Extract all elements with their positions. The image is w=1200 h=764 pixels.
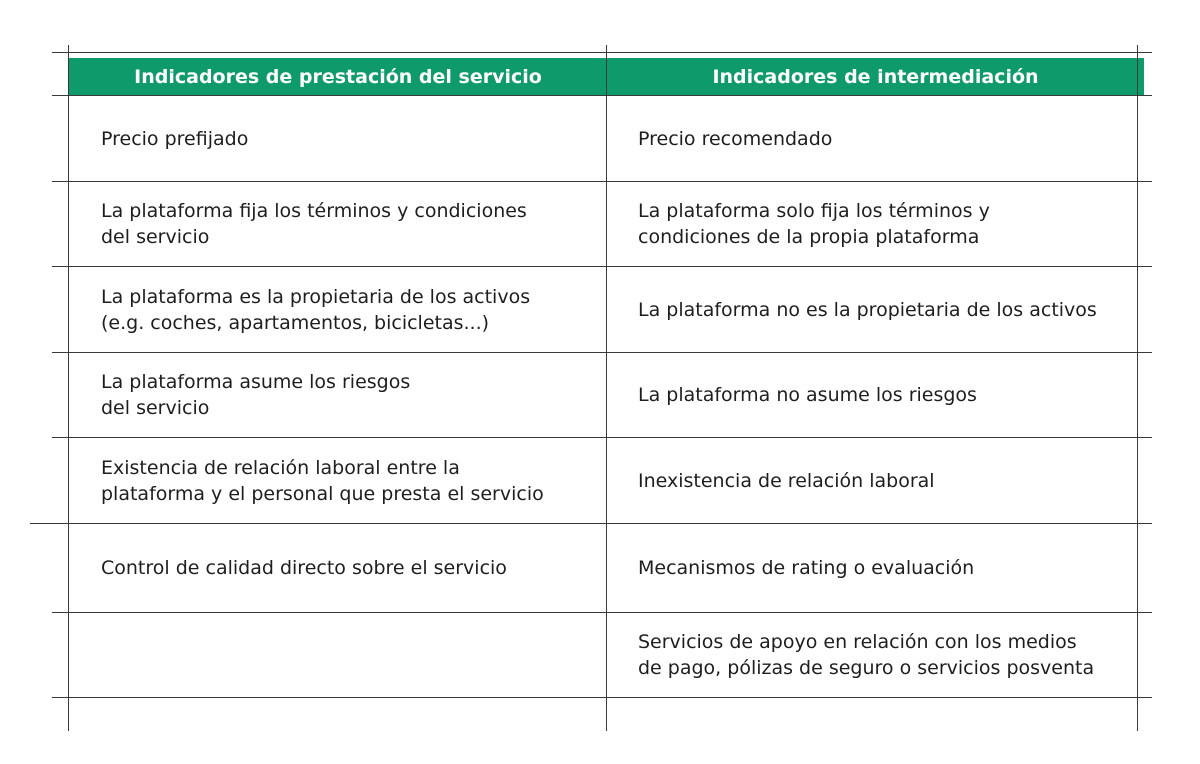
cell-text: Servicios de apoyo en relación con los medios de pago, pólizas de seguro o servicios posventa xyxy=(638,631,1095,679)
table-rule-row-7 xyxy=(52,697,1152,698)
table-cell xyxy=(101,524,601,612)
table-cell xyxy=(101,613,601,697)
cell-text: La plataforma fija los términos y condiciones del servicio xyxy=(101,200,527,248)
table-cell xyxy=(101,96,601,181)
cell-text: La plataforma asume los riesgos del servicio xyxy=(101,371,411,419)
cell-text: La plataforma no asume los riesgos xyxy=(638,384,977,406)
cell-text: Existencia de relación laboral entre la plataforma y el personal que presta el servicio xyxy=(101,456,544,505)
table-cell xyxy=(638,96,1133,181)
header-service-provision: Indicadores de prestación del servicio xyxy=(134,66,542,88)
cell-text: La plataforma no es la propietaria de los activos xyxy=(638,298,1097,321)
cell-text: Inexistencia de relación laboral xyxy=(638,469,935,492)
table-cell xyxy=(638,438,1133,523)
cell-text: La plataforma solo fija los términos y condiciones de la propia plataforma xyxy=(638,200,990,248)
table-cell xyxy=(101,267,601,352)
cell-text: Precio prefijado xyxy=(101,127,249,150)
table-cell xyxy=(638,353,1133,437)
table-cell xyxy=(638,267,1133,352)
cell-text: Precio recomendado xyxy=(638,127,833,150)
table-cell xyxy=(101,438,601,523)
table-cell xyxy=(638,613,1133,697)
table-rule-top xyxy=(52,52,1152,53)
table-rule-middle xyxy=(606,45,607,731)
table-rule-right xyxy=(1137,45,1138,731)
table-rule-left xyxy=(68,45,69,731)
table-cell xyxy=(638,524,1133,612)
cell-text: Control de calidad directo sobre el servicio xyxy=(101,557,507,579)
cell-text: La plataforma es la propietaria de los activos (e.g. coches, apartamentos, bicicletas...) xyxy=(101,285,531,334)
table-cell xyxy=(101,353,601,437)
table-cell xyxy=(638,182,1133,266)
table-cell xyxy=(101,182,601,266)
cell-text: Mecanismos de rating o evaluación xyxy=(638,557,975,579)
header-intermediation: Indicadores de intermediación xyxy=(712,66,1039,88)
